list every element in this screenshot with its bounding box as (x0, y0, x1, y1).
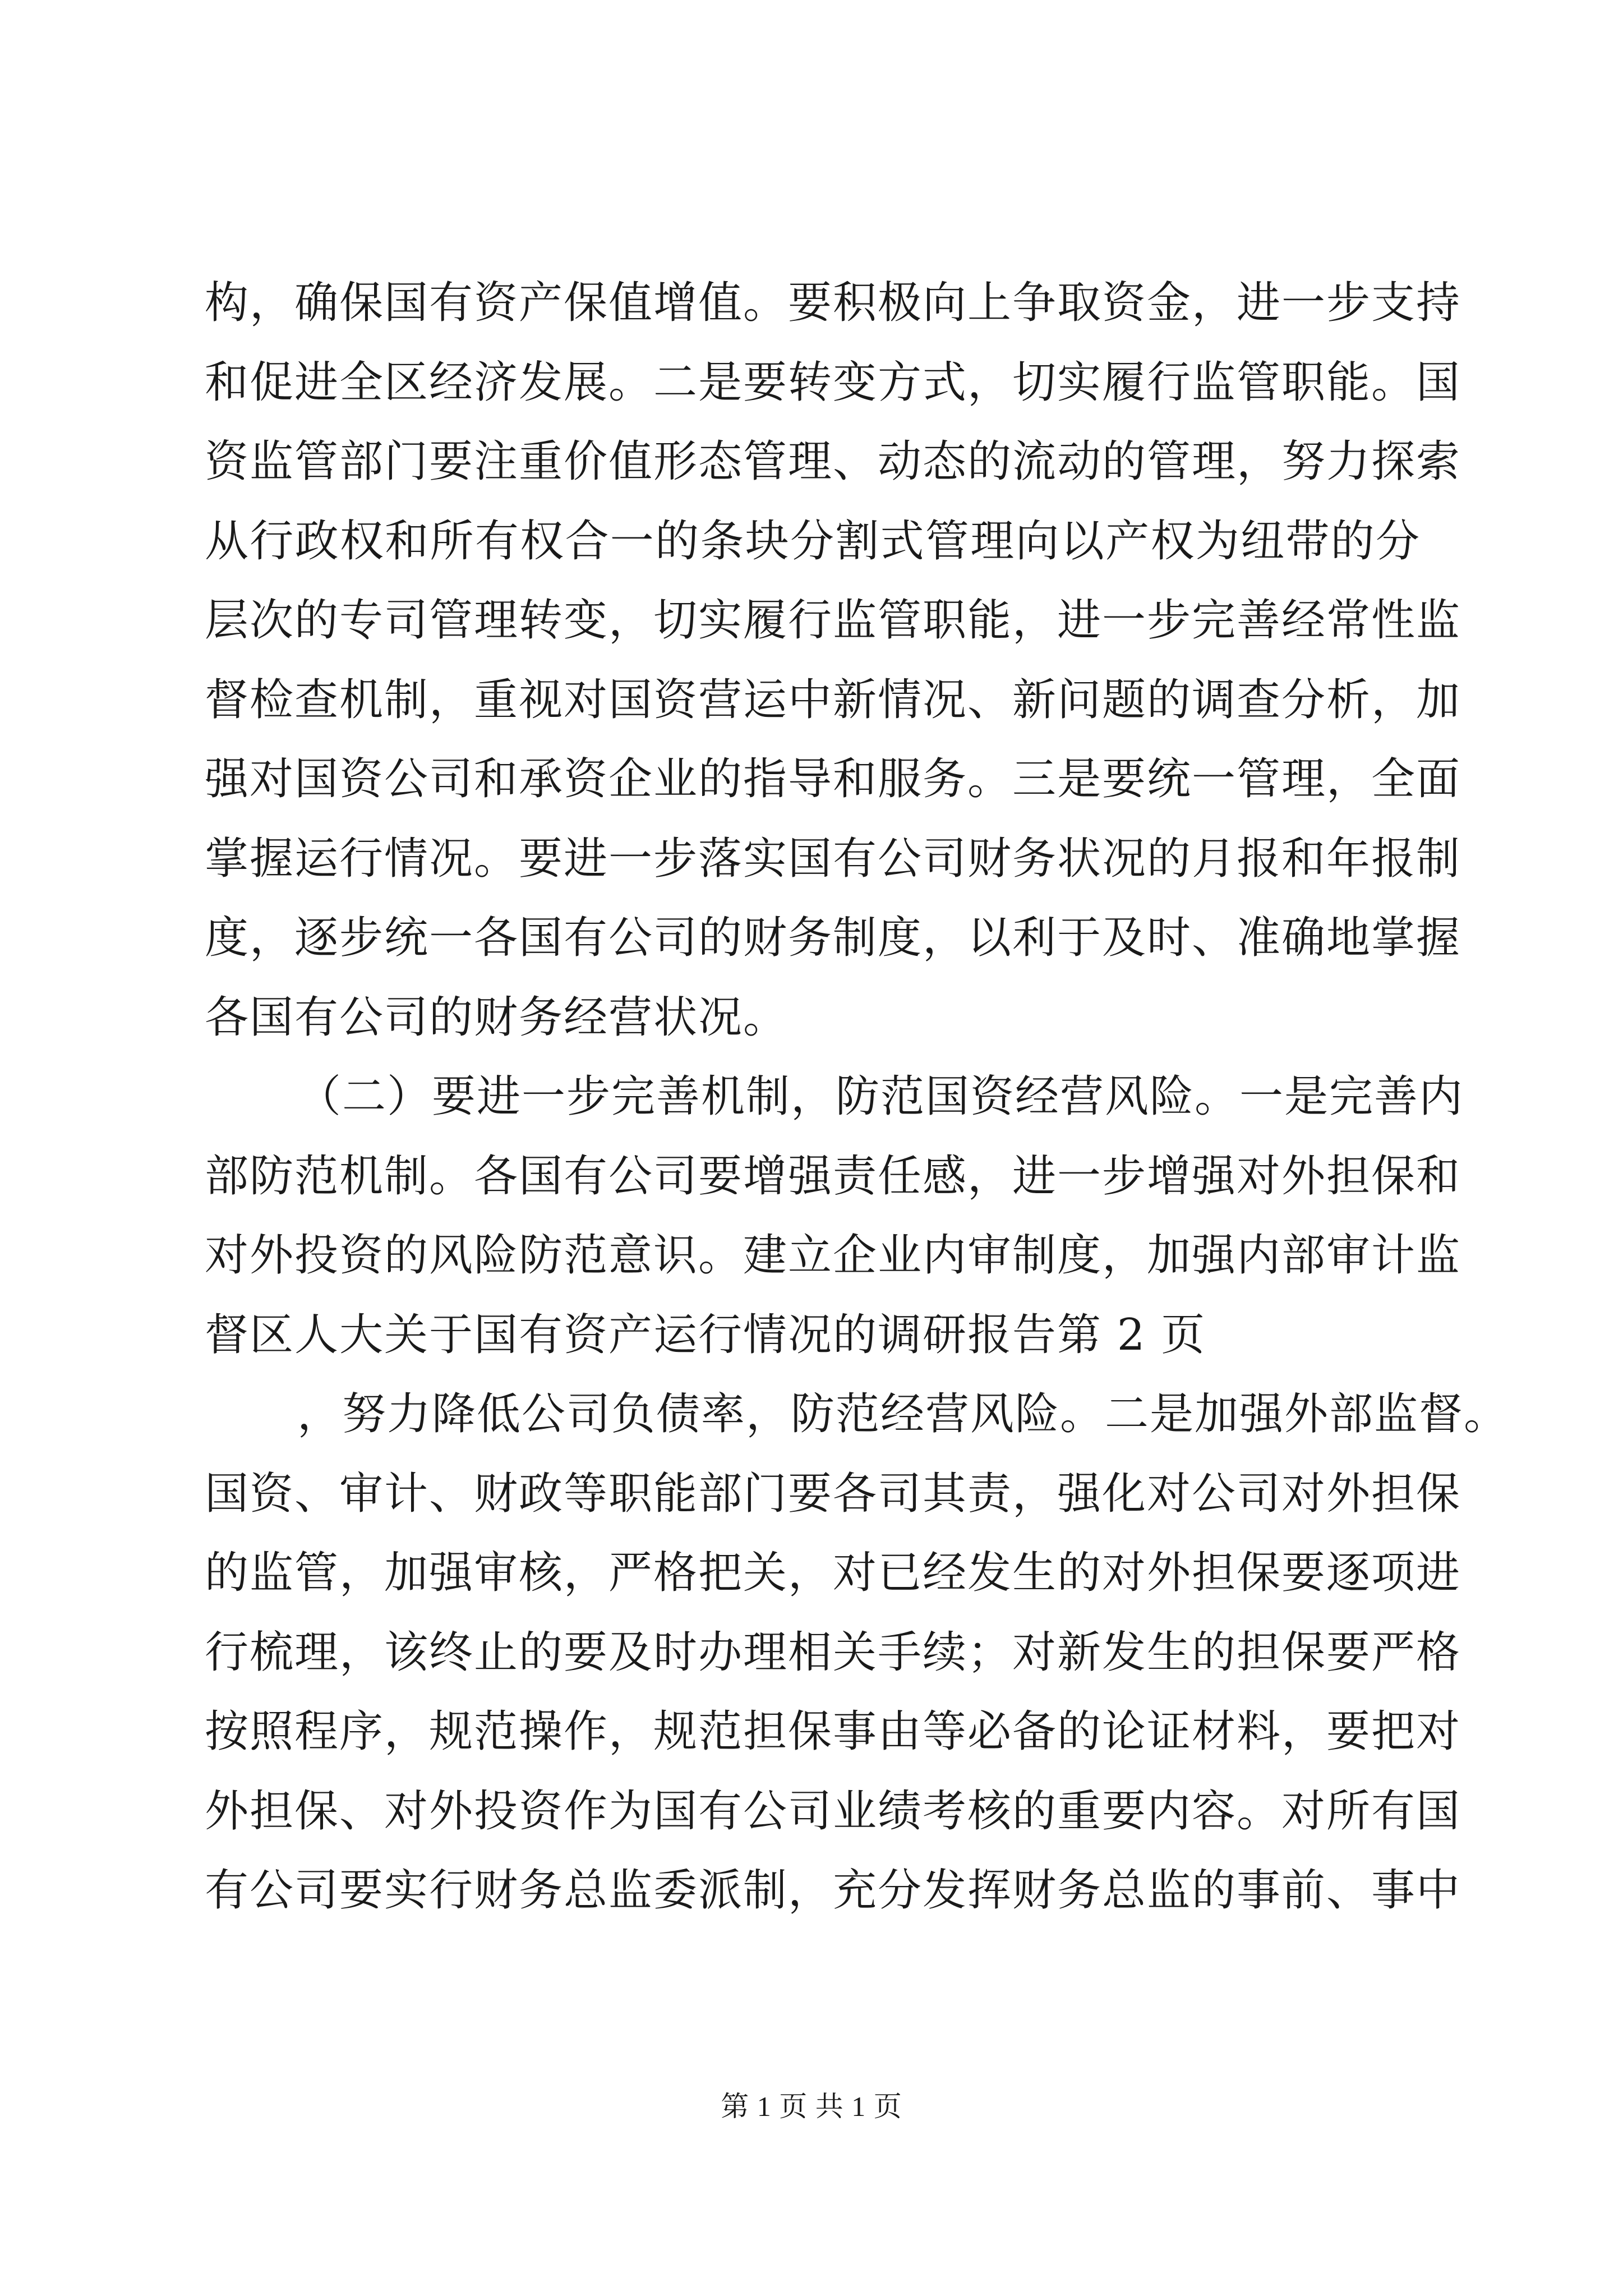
text-line: 层次的专司管理转变，切实履行监管职能，进一步完善经常性监 (205, 595, 1461, 646)
text-line-paragraph-end: 督区人大关于国有资产运行情况的调研报告第 2 页 (205, 1309, 1206, 1360)
text-line-paragraph-start: （二）要进一步完善机制，防范国资经营风险。一是完善内 (297, 1071, 1464, 1122)
text-line: 从行政权和所有权合一的条块分割式管理向以产权为纽带的分 (205, 516, 1421, 567)
text-line: 资监管部门要注重价值形态管理、动态的流动的管理，努力探索 (205, 436, 1461, 487)
text-line: 部防范机制。各国有公司要增强责任感，进一步增强对外担保和 (205, 1151, 1461, 1202)
text-line: 有公司要实行财务总监委派制，充分发挥财务总监的事前、事中 (205, 1865, 1461, 1916)
text-line: 按照程序，规范操作，规范担保事由等必备的论证材料，要把对 (205, 1706, 1461, 1757)
text-line-paragraph-end: 各国有公司的财务经营状况。 (205, 992, 789, 1043)
text-line: 督检查机制，重视对国资营运中新情况、新问题的调查分析，加 (205, 674, 1461, 725)
text-line: 度，逐步统一各国有公司的财务制度，以利于及时、准确地掌握 (205, 913, 1461, 963)
text-line-paragraph-start: ，努力降低公司负债率，防范经营风险。二是加强外部监督。 (297, 1389, 1509, 1439)
text-line: 构，确保国有资产保值增值。要积极向上争取资金，进一步支持 (205, 278, 1461, 328)
text-line: 和促进全区经济发展。二是要转变方式，切实履行监管职能。国 (205, 357, 1461, 408)
text-line: 的监管，加强审核，严格把关，对已经发生的对外担保要逐项进 (205, 1548, 1461, 1598)
page-number-label: 第 1 页 共 1 页 (721, 2091, 902, 2122)
text-line: 对外投资的风险防范意识。建立企业内审制度，加强内部审计监 (205, 1230, 1461, 1281)
text-line: 外担保、对外投资作为国有公司业绩考核的重要内容。对所有国 (205, 1786, 1461, 1837)
text-line: 强对国资公司和承资企业的指导和服务。三是要统一管理，全面 (205, 754, 1461, 804)
document-body (205, 264, 1509, 1931)
page-footer (0, 2090, 1623, 2123)
text-line: 行梳理，该终止的要及时办理相关手续；对新发生的担保要严格 (205, 1627, 1461, 1678)
text-line: 掌握运行情况。要进一步落实国有公司财务状况的月报和年报制 (205, 833, 1461, 884)
text-line: 国资、审计、财政等职能部门要各司其责，强化对公司对外担保 (205, 1468, 1461, 1519)
